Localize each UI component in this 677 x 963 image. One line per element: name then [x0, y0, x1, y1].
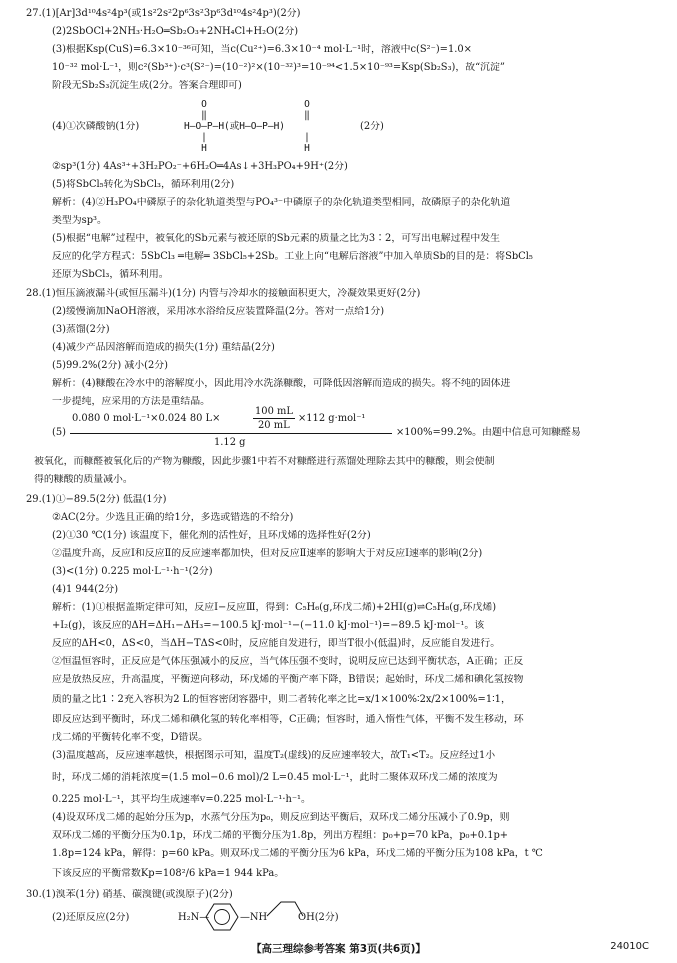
q30-line-1: 30.(1)溴苯(1分) 硝基、碳溴键(或溴原子)(2分)	[26, 889, 233, 900]
q29-analysis-2: +I₂(g)，该反应的ΔH=ΔH₁−ΔH₃=−100.5 kJ·mol⁻¹−(−11.0 kJ·mol⁻¹)=−89.5 kJ·mol⁻¹。该	[52, 620, 485, 631]
q29-analysis-5: 应是放热反应，升高温度，平衡逆向移动，环戊烯的平衡产率下降，B错误；起始时，环戊二烯和碘化氢按物	[52, 674, 524, 685]
q28-line-3: (3)蒸馏(2分)	[52, 324, 110, 335]
q29-analysis-10: 时，环戊二烯的消耗浓度=(1.5 mol−0.6 mol)/2 L=0.45 mol·L⁻¹，此时二聚体双环戊二烯的浓度为	[52, 772, 498, 783]
q28-analysis-4: 得的糠酸的质量减小。	[34, 474, 133, 485]
q27-analysis-2: 类型为sp³。	[52, 215, 107, 226]
paper-code: 24010C	[610, 941, 649, 952]
q29-analysis-1: 解析：(1)①根据盖斯定律可知，反应Ⅰ−反应Ⅲ，得到：C₅H₆(g,环戊二烯)+2HI(g)⇌C₅H₈(g,环戊烯)	[52, 602, 497, 613]
q29-analysis-4: ②恒温恒容时，正反应是气体压强减小的反应，当气体压强不变时，说明反应已达到平衡状态，A正确；正反	[52, 656, 524, 667]
benzene-ring-icon	[205, 902, 239, 932]
phosphinic-acid-structure-bonds-bottom: | |	[184, 132, 310, 143]
q28-inner-fraction-numerator: 100 mL	[255, 406, 293, 417]
q29-analysis-13: 双环戊二烯的平衡分压为0.1p，环戊二烯的平衡分压为1.8p，列出方程组：p₀+p=70 kPa，p₀+0.1p+	[52, 830, 509, 841]
q29-line-3: (2)①30 ℃(1分) 该温度下，催化剂的活性好，且环戊烯的选择性好(2分)	[52, 530, 371, 541]
phosphinic-acid-structure-bonds-top: ‖ ‖	[184, 110, 310, 121]
q27-analysis-5: 还原为SbCl₃，循环利用。	[52, 269, 169, 280]
q29-analysis-12: (4)设双环戊二烯的起始分压为p，水蒸气分压为p₀，则反应到达平衡后，双环戊二烯分压减小了0.9p，则	[52, 812, 510, 823]
phosphinic-acid-structure-bottom: H H	[184, 143, 310, 154]
q29-analysis-7: 即反应达到平衡时，环戊二烯和碘化氢的转化率相等，C正确；恒容时，通入惰性气体，平衡不发生移动，环	[52, 714, 524, 725]
q27-analysis-3: (5)根据“电解”过程中，被氧化的Sb元素与被还原的Sb元素的质量之比为3∶2，可写出电解过程中发生	[52, 233, 500, 244]
q27-line-6b: (2分)	[360, 121, 384, 132]
q29-analysis-14: 1.8p=124 kPa，解得：p=60 kPa。则双环戊二烯的平衡分压为6 kPa，环戊二烯的平衡分压为108 kPa，t ℃	[52, 848, 543, 859]
q27-line-4: 10⁻³² mol·L⁻¹，则c²(Sb³⁺)·c³(S²⁻)=(10⁻²)²×(10⁻³²)³=10⁻⁹⁴<1.5×10⁻⁹³=Ksp(Sb₂S₃)，故“沉淀”	[52, 62, 505, 73]
q28-fraction-denominator: 1.12 g	[214, 437, 246, 448]
q28-analysis-1: 解析：(4)糠酸在冷水中的溶解度小，因此用冷水洗涤糠酸，可降低因溶解而造成的损失。将不纯的固体进	[52, 378, 511, 389]
q28-fraction-numerator-b: ×112 g·mol⁻¹	[298, 413, 366, 424]
q30-amine-group: H₂N—	[178, 912, 210, 923]
page-footer: 【高三理综参考答案 第3页(共6页)】	[251, 943, 426, 955]
q27-line-7: ②sp³(1分) 4As³⁺+3H₂PO₂⁻+6H₂O═4As↓+3H₃PO₄+9H⁺(2分)	[52, 161, 348, 172]
q27-line-8: (5)将SbCl₅转化为SbCl₃，循环利用(2分)	[52, 179, 235, 190]
q28-fraction-suffix: ×100%=99.2%。由题中信息可知糠醛易	[396, 427, 581, 438]
q27-line-2: (2)2SbOCl+2NH₃·H₂O═Sb₂O₃+2NH₄Cl+H₂O(2分)	[52, 26, 299, 37]
q29-analysis-3: 反应的ΔH<0，ΔS<0，当ΔH−TΔS<0时，反应能自发进行，即当T很小(低温)时，反应能自发进行。	[52, 638, 501, 649]
q30-hydroxyl-group: OH(2分)	[298, 912, 339, 923]
q29-line-5: (3)<(1分) 0.225 mol·L⁻¹·h⁻¹(2分)	[52, 566, 213, 577]
q27-line-5: 阶段无Sb₂S₃沉淀生成(2分。答案合理即可)	[52, 80, 242, 91]
q28-line-1: 28.(1)恒压滴液漏斗(或恒压漏斗)(1分) 内管与冷却水的接触面积更大，冷凝效果更好(2分)	[26, 288, 421, 299]
q28-fraction-bar	[70, 433, 392, 434]
q28-fraction-numerator-a: 0.080 0 mol·L⁻¹×0.024 80 L×	[72, 413, 221, 424]
q27-line-6a: (4)①次磷酸钠(1分)	[52, 121, 140, 132]
q27-analysis-4: 反应的化学方程式：5SbCl₃ ═电解═ 3SbCl₅+2Sb。工业上向“电解后溶液”中加入单质Sb的目的是：将SbCl₅	[52, 251, 533, 262]
phosphinic-acid-structure-main: H—O—P—H(或H—O—P—H)	[184, 121, 286, 132]
phosphinic-acid-structure-top: O O	[184, 99, 310, 110]
q29-analysis-11: 0.225 mol·L⁻¹，其平均生成速率v=0.225 mol·L⁻¹·h⁻¹。	[52, 794, 311, 805]
q29-line-2: ②AC(2分。少选且正确的给1分，多选或错选的不给分)	[52, 512, 294, 523]
q30-line-2a: (2)还原反应(2分)	[52, 912, 130, 923]
q29-line-4: ②温度升高，反应Ⅰ和反应Ⅱ的反应速率都加快，但对反应Ⅱ速率的影响大于对反应Ⅰ速率的影响(2分)	[52, 548, 483, 559]
q28-analysis-2: 一步提纯，应采用的方法是重结晶。	[52, 396, 211, 407]
q28-line-2: (2)缓慢滴加NaOH溶液，采用冰水浴给反应装置降温(2分。答对一点给1分)	[52, 306, 385, 317]
q28-analysis-3: 被氧化，而糠醛被氧化后的产物为糠酸，因此步骤1中若不对糠醛进行蒸馏处理除去其中的糠酸，则会使制	[34, 456, 495, 467]
q29-line-1: 29.(1)①−89.5(2分) 低温(1分)	[26, 494, 167, 505]
q29-analysis-6: 质的量之比1∶2充入容积为2 L的恒容密闭容器中，则二者转化率之比=x/1×100%∶2x/2×100%=1∶1，	[52, 694, 511, 705]
q28-line-4: (4)减少产品因溶解而造成的损失(1分) 重结晶(2分)	[52, 342, 275, 353]
q28-inner-fraction-denominator: 20 mL	[258, 420, 290, 431]
q28-line-5: (5)99.2%(2分) 减小(2分)	[52, 360, 168, 371]
q27-analysis-1: 解析：(4)②H₃PO₄中磷原子的杂化轨道类型与PO₄³⁻中磷原子的杂化轨道类型相同，故磷原子的杂化轨道	[52, 197, 511, 208]
q28-inner-fraction-bar	[253, 418, 295, 419]
q29-analysis-8: 戊二烯的平衡转化率不变，D错误。	[52, 732, 209, 743]
q29-analysis-15: 下该反应的平衡常数Kp=108²/6 kPa=1 944 kPa。	[52, 868, 285, 879]
q27-line-1: 27.(1)[Ar]3d¹⁰4s²4p³(或1s²2s²2p⁶3s²3p⁶3d¹⁰4s²4p³)(2分)	[26, 8, 301, 19]
q30-nh-group: —NH	[240, 912, 268, 923]
q29-analysis-9: (3)温度越高，反应速率越快，根据图示可知，温度T₂(虚线)的反应速率较大，故T₁<T₂。反应经过1小	[52, 750, 496, 761]
q29-line-6: (4)1 944(2分)	[52, 584, 119, 595]
q27-line-3: (3)根据Ksp(CuS)=6.3×10⁻³⁶可知，当c(Cu²⁺)=6.3×10⁻⁴ mol·L⁻¹时，溶液中c(S²⁻)=1.0×	[52, 44, 472, 55]
q28-fraction-prefix: (5)	[52, 427, 66, 438]
